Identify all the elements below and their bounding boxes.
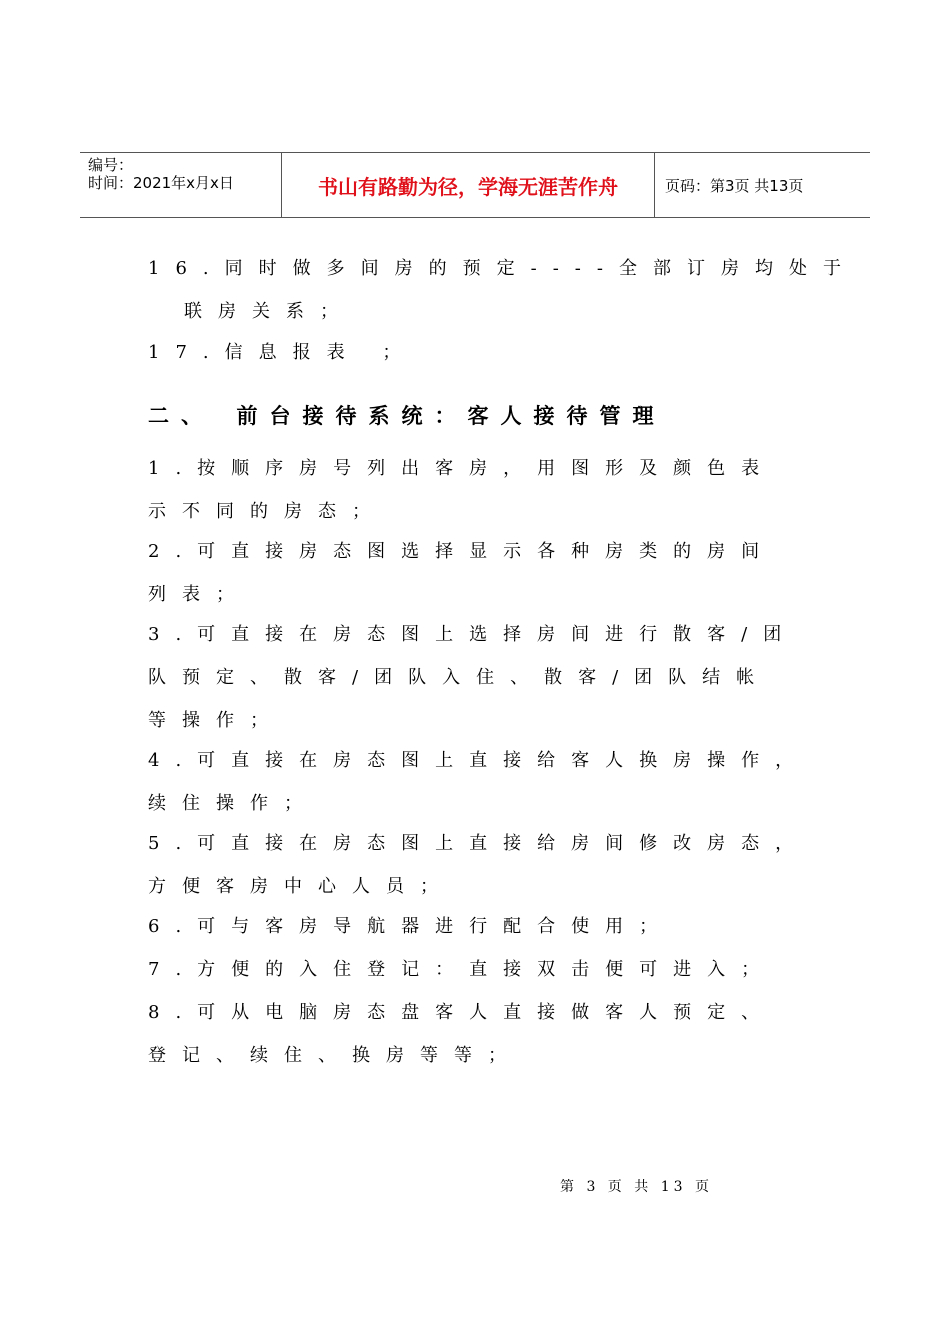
header-motto: 书山有路勤为径，学海无涯苦作舟	[282, 153, 655, 217]
text-line: 联房关系；	[184, 301, 354, 322]
text-line: 16.同时做多间房的预定----全部订房均处于	[148, 258, 857, 279]
page-footer: 第 3 页 共 13 页	[560, 1179, 713, 1195]
text-line: 7.方便的入住登记：直接双击便可进入；	[148, 959, 776, 980]
text-line: 续住操作；	[148, 793, 318, 814]
text-line: 4.可直接在房态图上直接给客人换房操作，	[148, 750, 810, 771]
text-line: 队预定、散客/团队入住、散客/团队结帐	[148, 667, 771, 688]
text-line: 8.可从电脑房态盘客人直接做客人预定、	[148, 1002, 776, 1023]
text-line: 列表；	[148, 584, 250, 605]
text-line: 方便客房中心人员；	[148, 876, 454, 897]
text-line: 6.可与客房导航器进行配合使用；	[148, 916, 674, 937]
text-line: 登记、续住、换房等等；	[148, 1045, 522, 1066]
section-heading: 二、 前台接待系统：客人接待管理	[148, 403, 666, 428]
header-meta	[80, 153, 282, 217]
page-header	[80, 152, 870, 218]
text-line: 5.可直接在房态图上直接给房间修改房态，	[148, 833, 810, 854]
number-label: 编号：	[88, 156, 134, 174]
header-page-info: 页码：第3页 共13页	[665, 176, 804, 195]
text-line: 1.按顺序房号列出客房，用图形及颜色表	[148, 458, 776, 479]
text-line: 2.可直接房态图选择显示各种房类的房间	[148, 541, 776, 562]
text-line: 3.可直接在房态图上选择房间进行散客/团	[148, 624, 798, 645]
time-label: 时间：2021年x月x日	[88, 174, 234, 192]
text-line: 示不同的房态；	[148, 501, 386, 522]
text-line: 17.信息报表 ；	[148, 342, 417, 363]
text-line: 等操作；	[148, 710, 284, 731]
